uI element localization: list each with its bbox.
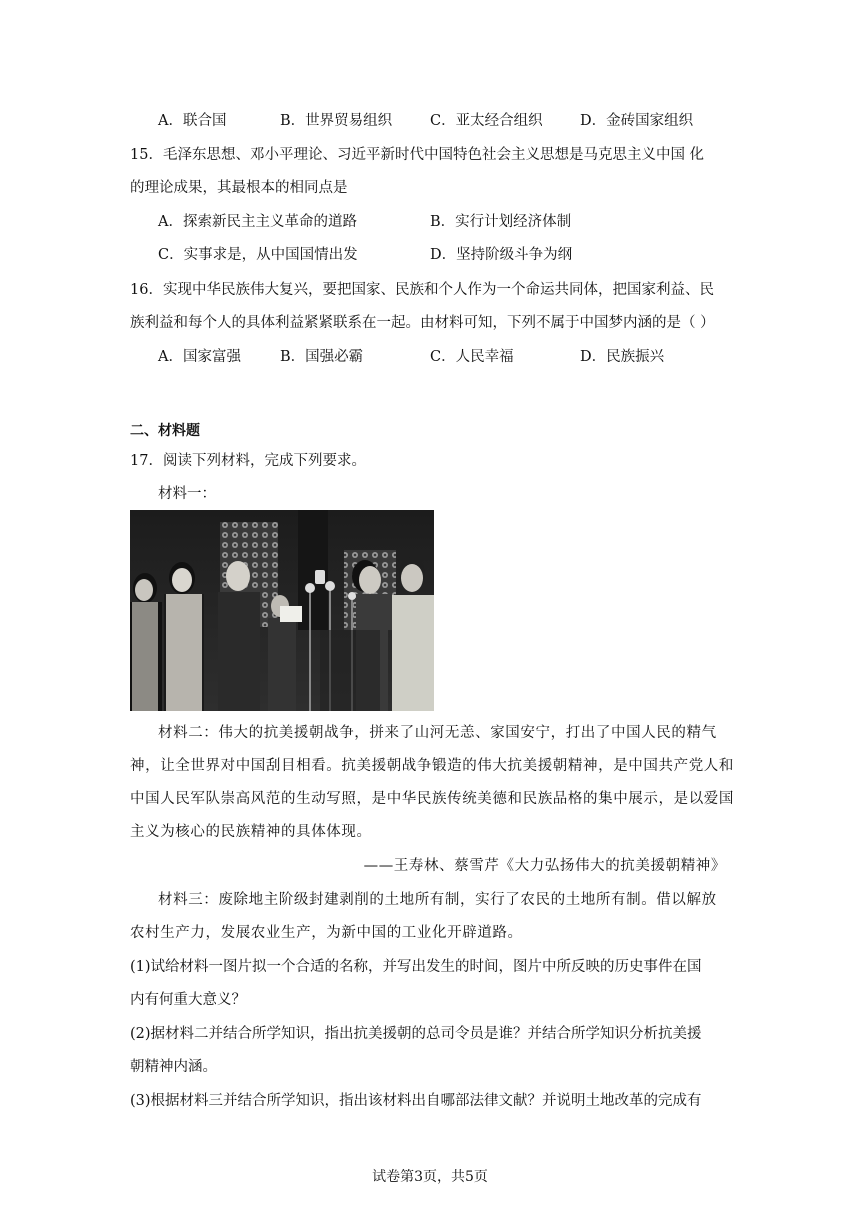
material3-line1: 材料三：废除地主阶级封建剥削的土地所有制，实行了农民的土地所有制。借以解放 <box>158 892 717 908</box>
q17-subquestion-2-line2: 朝精神内涵。 <box>130 1059 217 1075</box>
q14-option-c[interactable]: C．亚太经合组织 <box>430 113 543 129</box>
material2-line3: 中国人民军队崇高风范的生动写照，是中华民族传统美德和民族品格的集中展示，是以爱国 <box>130 791 734 807</box>
q15-option-b[interactable]: B．实行计划经济体制 <box>430 214 572 230</box>
historical-photo-illustration <box>130 510 434 711</box>
page-footer: 试卷第3页，共5页 <box>372 1169 488 1185</box>
q16-option-b[interactable]: B．国强必霸 <box>280 349 364 365</box>
material2-line4: 主义为核心的民族精神的具体体现。 <box>130 824 372 840</box>
material2-line2: 神，让全世界对中国刮目相看。抗美援朝战争锻造的伟大抗美援朝精神，是中国共产党人和 <box>130 758 734 774</box>
q14-option-d[interactable]: D．金砖国家组织 <box>580 113 694 129</box>
material3-line2: 农村生产力，发展农业生产，为新中国的工业化开辟道路。 <box>130 925 523 941</box>
material2-line1: 材料二：伟大的抗美援朝战争，拼来了山河无恙、家国安宁，打出了中国人民的精气 <box>158 725 717 741</box>
q16-option-d[interactable]: D．民族振兴 <box>580 349 665 365</box>
q17-subquestion-1-line1: (1)试给材料一图片拟一个合适的名称，并写出发生的时间，图片中所反映的历史事件在国 <box>130 959 702 975</box>
q15-stem-line1: 15．毛泽东思想、邓小平理论、习近平新时代中国特色社会主义思想是马克思主义中国 化 <box>130 147 705 163</box>
material1-photo <box>130 510 434 711</box>
material2-source: ——王寿林、蔡雪芹《大力弘扬伟大的抗美援朝精神》 <box>363 858 726 874</box>
q17-intro: 17．阅读下列材料，完成下列要求。 <box>130 453 366 469</box>
q16-stem-line2: 族利益和每个人的具体利益紧紧联系在一起。由材料可知，下列不属于中国梦内涵的是（ ） <box>130 315 715 331</box>
q15-stem-line2: 的理论成果，其最根本的相同点是 <box>130 180 348 196</box>
q17-subquestion-2-line1: (2)据材料二并结合所学知识，指出抗美援朝的总司令员是谁？并结合所学知识分析抗美援 <box>130 1026 702 1042</box>
q16-option-a[interactable]: A．国家富强 <box>158 349 241 365</box>
q14-option-b[interactable]: B．世界贸易组织 <box>280 113 393 129</box>
material1-label: 材料一： <box>158 486 216 502</box>
q17-subquestion-1-line2: 内有何重大意义？ <box>130 992 246 1008</box>
q15-option-a[interactable]: A．探索新民主主义革命的道路 <box>158 214 357 230</box>
q17-subquestion-3-line1: (3)根据材料三并结合所学知识，指出该材料出自哪部法律文献？并说明土地改革的完成有 <box>130 1093 702 1109</box>
q14-option-a[interactable]: A．联合国 <box>158 113 227 129</box>
q15-option-c[interactable]: C．实事求是，从中国国情出发 <box>158 247 358 263</box>
q16-stem-line1: 16．实现中华民族伟大复兴，要把国家、民族和个人作为一个命运共同体，把国家利益、民 <box>130 282 714 298</box>
q16-option-c[interactable]: C．人民幸福 <box>430 349 514 365</box>
section-heading: 二、材料题 <box>130 423 200 439</box>
q15-option-d[interactable]: D．坚持阶级斗争为纲 <box>430 247 573 263</box>
